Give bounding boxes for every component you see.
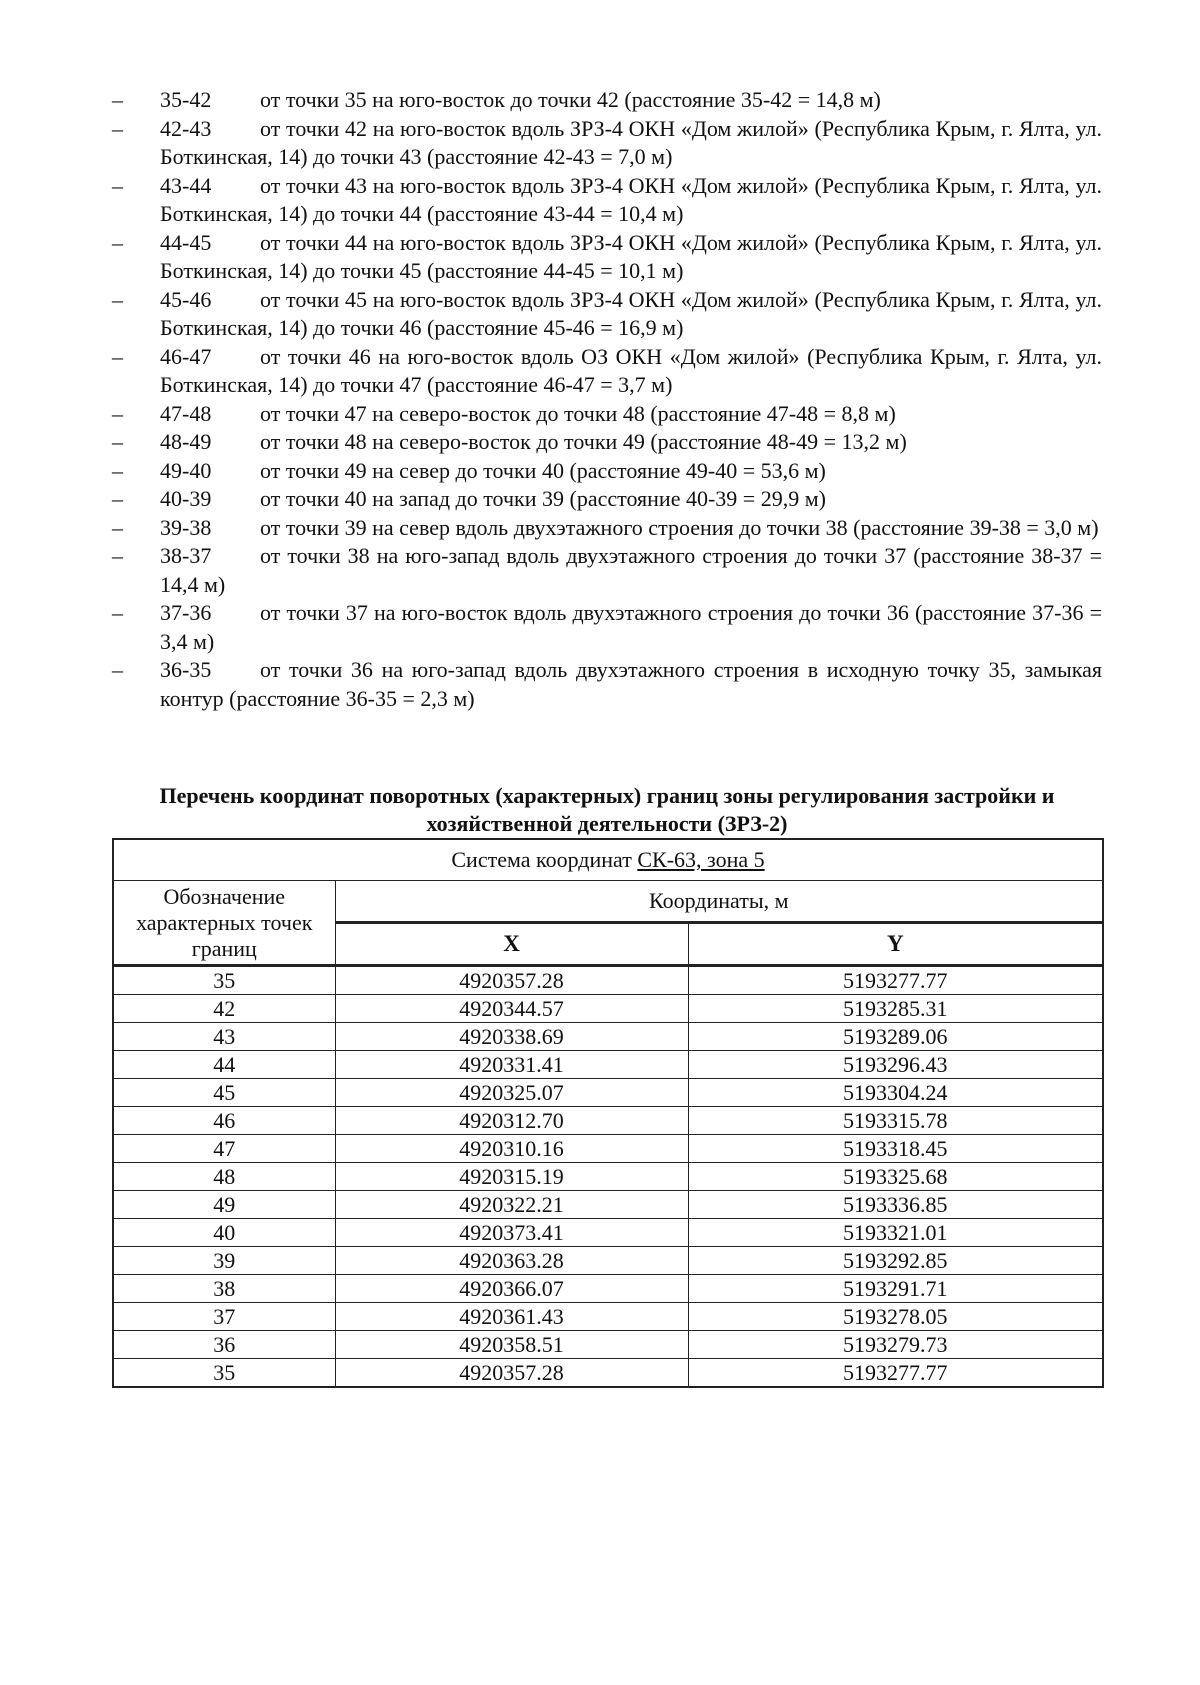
- segment-description: [160, 400, 1102, 429]
- segment-code: 36-35: [160, 657, 212, 682]
- segment-code: 47-48: [160, 400, 212, 426]
- x-coordinate-cell: 4920357.28: [335, 1359, 688, 1388]
- table-row: [113, 1191, 1103, 1219]
- x-coordinate-cell: 4920363.28: [335, 1247, 688, 1275]
- y-coordinate-cell: 5193278.05: [688, 1303, 1103, 1331]
- segment-code: 40-39: [160, 486, 212, 511]
- coordinate-system-link[interactable]: СК-63, зона 5: [637, 847, 765, 872]
- list-item: [112, 229, 1102, 286]
- point-cell: 35: [113, 1359, 335, 1388]
- list-dash: –: [112, 429, 123, 454]
- y-coordinate-cell: 5193291.71: [688, 1275, 1103, 1303]
- list-dash: –: [112, 87, 123, 112]
- segment-description: [160, 514, 1102, 543]
- point-cell: 40: [113, 1219, 335, 1247]
- list-item: [112, 343, 1102, 400]
- table-title: Перечень координат поворотных (характерных) границ зоны регулирования застройки и хозяйственной деятельности (ЗРЗ-2): [159, 783, 1055, 836]
- coordinates-table: [112, 838, 1104, 1388]
- x-coordinate-cell: 4920344.57: [335, 995, 688, 1023]
- list-dash: –: [112, 286, 123, 312]
- list-item: [112, 485, 1102, 514]
- y-coordinate-cell: 5193277.77: [688, 1359, 1103, 1388]
- x-coordinate-cell: 4920373.41: [335, 1219, 688, 1247]
- x-coordinate-cell: 4920366.07: [335, 1275, 688, 1303]
- list-item: [112, 599, 1102, 656]
- segment-description: [160, 428, 1102, 457]
- point-cell: 48: [113, 1163, 335, 1191]
- list-dash: –: [112, 400, 123, 426]
- segment-code: 48-49: [160, 429, 212, 454]
- segment-description: [160, 229, 1102, 286]
- point-cell: 47: [113, 1135, 335, 1163]
- point-cell: 39: [113, 1247, 335, 1275]
- coordinate-system-prefix: Система координат: [451, 847, 638, 872]
- list-dash: –: [112, 600, 123, 625]
- segment-code: 35-42: [160, 87, 212, 112]
- table-header-row: [113, 881, 1103, 923]
- list-dash: –: [112, 514, 123, 540]
- table-row: [113, 1107, 1103, 1135]
- segment-description: [160, 599, 1102, 656]
- point-cell: 46: [113, 1107, 335, 1135]
- x-coordinate-cell: 4920357.28: [335, 966, 688, 995]
- point-cell: 42: [113, 995, 335, 1023]
- y-coordinate-cell: 5193296.43: [688, 1051, 1103, 1079]
- y-coordinate-cell: 5193289.06: [688, 1023, 1103, 1051]
- segment-description: [160, 457, 1102, 486]
- list-item: [112, 457, 1102, 486]
- segment-text: от точки 47 на северо-восток до точки 48 (расстояние 47-48 = 8,8 м): [260, 400, 896, 426]
- y-coordinate-cell: 5193325.68: [688, 1163, 1103, 1191]
- point-cell: 37: [113, 1303, 335, 1331]
- table-row: [113, 1023, 1103, 1051]
- y-coordinate-cell: 5193279.73: [688, 1331, 1103, 1359]
- table-row: [113, 1051, 1103, 1079]
- list-item: [112, 656, 1102, 713]
- list-item: [112, 400, 1102, 429]
- point-cell: 44: [113, 1051, 335, 1079]
- segment-text: от точки 43 на юго-восток вдоль ЗРЗ-4 ОКН «Дом жилой» (Республика Крым, г. Ялта, ул. Боткинская, 14) до точки 44 (расстояние 43-44 = 10,4 м): [160, 172, 1102, 226]
- list-dash: –: [112, 343, 123, 369]
- segment-code: 49-40: [160, 457, 212, 483]
- list-dash: –: [112, 172, 123, 198]
- x-coordinate-cell: 4920312.70: [335, 1107, 688, 1135]
- table-row: [113, 966, 1103, 995]
- table-row: [113, 1359, 1103, 1388]
- segment-description: [160, 86, 1102, 115]
- segment-text: от точки 36 на юго-запад вдоль двухэтажного строения в исходную точку 35, замыкая контур (расстояние 36-35 = 2,3 м): [160, 657, 1102, 711]
- list-dash: –: [112, 457, 123, 483]
- list-dash: –: [112, 543, 123, 568]
- segment-code: 37-36: [160, 600, 212, 625]
- segment-code: 45-46: [160, 286, 212, 312]
- x-coordinate-cell: 4920358.51: [335, 1331, 688, 1359]
- segment-text: от точки 39 на север вдоль двухэтажного строения до точки 38 (расстояние 39-38 = 3,0 м): [260, 514, 1099, 540]
- header-point-designation: Обозначение характерных точек границ: [113, 881, 335, 966]
- y-coordinate-cell: 5193315.78: [688, 1107, 1103, 1135]
- x-coordinate-cell: 4920315.19: [335, 1163, 688, 1191]
- coordinate-system-cell: [113, 839, 1103, 881]
- header-x: X: [335, 923, 688, 966]
- point-cell: 43: [113, 1023, 335, 1051]
- table-row: [113, 1219, 1103, 1247]
- list-dash: –: [112, 229, 123, 255]
- segment-code: 46-47: [160, 343, 212, 369]
- segment-description: [160, 485, 1102, 514]
- table-row: [113, 1163, 1103, 1191]
- x-coordinate-cell: 4920322.21: [335, 1191, 688, 1219]
- y-coordinate-cell: 5193304.24: [688, 1079, 1103, 1107]
- y-coordinate-cell: 5193277.77: [688, 966, 1103, 995]
- header-y: Y: [688, 923, 1103, 966]
- x-coordinate-cell: 4920331.41: [335, 1051, 688, 1079]
- table-row: [113, 995, 1103, 1023]
- segment-description: [160, 343, 1102, 400]
- x-coordinate-cell: 4920338.69: [335, 1023, 688, 1051]
- segment-code: 43-44: [160, 172, 212, 198]
- header-coordinates: Координаты, м: [335, 881, 1103, 923]
- boundary-segment-list: [112, 86, 1102, 713]
- segment-text: от точки 37 на юго-восток вдоль двухэтажного строения до точки 36 (расстояние 37-36 = 3,4 м): [160, 600, 1102, 654]
- list-item: [112, 514, 1102, 543]
- segment-text: от точки 45 на юго-восток вдоль ЗРЗ-4 ОКН «Дом жилой» (Республика Крым, г. Ялта, ул. Боткинская, 14) до точки 46 (расстояние 45-46 = 16,9 м): [160, 286, 1102, 340]
- segment-text: от точки 38 на юго-запад вдоль двухэтажного строения до точки 37 (расстояние 38-37 = 14,4 м): [160, 543, 1102, 597]
- table-row: [113, 1135, 1103, 1163]
- segment-text: от точки 44 на юго-восток вдоль ЗРЗ-4 ОКН «Дом жилой» (Республика Крым, г. Ялта, ул. Боткинская, 14) до точки 45 (расстояние 44-45 = 10,1 м): [160, 229, 1102, 283]
- y-coordinate-cell: 5193285.31: [688, 995, 1103, 1023]
- point-cell: 49: [113, 1191, 335, 1219]
- point-cell: 45: [113, 1079, 335, 1107]
- segment-text: от точки 49 на север до точки 40 (расстояние 49-40 = 53,6 м): [260, 457, 826, 483]
- y-coordinate-cell: 5193336.85: [688, 1191, 1103, 1219]
- point-cell: 35: [113, 966, 335, 995]
- list-item: [112, 286, 1102, 343]
- segment-text: от точки 46 на юго-восток вдоль ОЗ ОКН «Дом жилой» (Республика Крым, г. Ялта, ул. Боткинская, 14) до точки 47 (расстояние 46-47 = 3,7 м): [160, 343, 1102, 397]
- table-row: [113, 1247, 1103, 1275]
- list-dash: –: [112, 657, 123, 682]
- segment-description: [160, 542, 1102, 599]
- table-row: [113, 1331, 1103, 1359]
- list-item: [112, 428, 1102, 457]
- segment-description: [160, 656, 1102, 713]
- x-coordinate-cell: 4920310.16: [335, 1135, 688, 1163]
- y-coordinate-cell: 5193292.85: [688, 1247, 1103, 1275]
- list-dash: –: [112, 115, 123, 141]
- x-coordinate-cell: 4920361.43: [335, 1303, 688, 1331]
- list-item: [112, 172, 1102, 229]
- segment-text: от точки 48 на северо-восток до точки 49 (расстояние 48-49 = 13,2 м): [260, 429, 907, 454]
- segment-code: 39-38: [160, 514, 212, 540]
- segment-code: 38-37: [160, 543, 212, 568]
- y-coordinate-cell: 5193318.45: [688, 1135, 1103, 1163]
- list-item: [112, 542, 1102, 599]
- table-row: [113, 1303, 1103, 1331]
- segment-text: от точки 40 на запад до точки 39 (расстояние 40-39 = 29,9 м): [260, 486, 826, 511]
- table-system-row: [113, 839, 1103, 881]
- segment-description: [160, 115, 1102, 172]
- segment-description: [160, 172, 1102, 229]
- point-cell: 38: [113, 1275, 335, 1303]
- list-dash: –: [112, 486, 123, 511]
- segment-code: 44-45: [160, 229, 212, 255]
- segment-text: от точки 35 на юго-восток до точки 42 (расстояние 35-42 = 14,8 м): [260, 87, 881, 112]
- y-coordinate-cell: 5193321.01: [688, 1219, 1103, 1247]
- segment-code: 42-43: [160, 115, 212, 141]
- table-row: [113, 1079, 1103, 1107]
- list-item: [112, 115, 1102, 172]
- x-coordinate-cell: 4920325.07: [335, 1079, 688, 1107]
- segment-text: от точки 42 на юго-восток вдоль ЗРЗ-4 ОКН «Дом жилой» (Республика Крым, г. Ялта, ул. Боткинская, 14) до точки 43 (расстояние 42-43 = 7,0 м): [160, 115, 1102, 169]
- segment-description: [160, 286, 1102, 343]
- table-row: [113, 1275, 1103, 1303]
- point-cell: 36: [113, 1331, 335, 1359]
- list-item: [112, 86, 1102, 115]
